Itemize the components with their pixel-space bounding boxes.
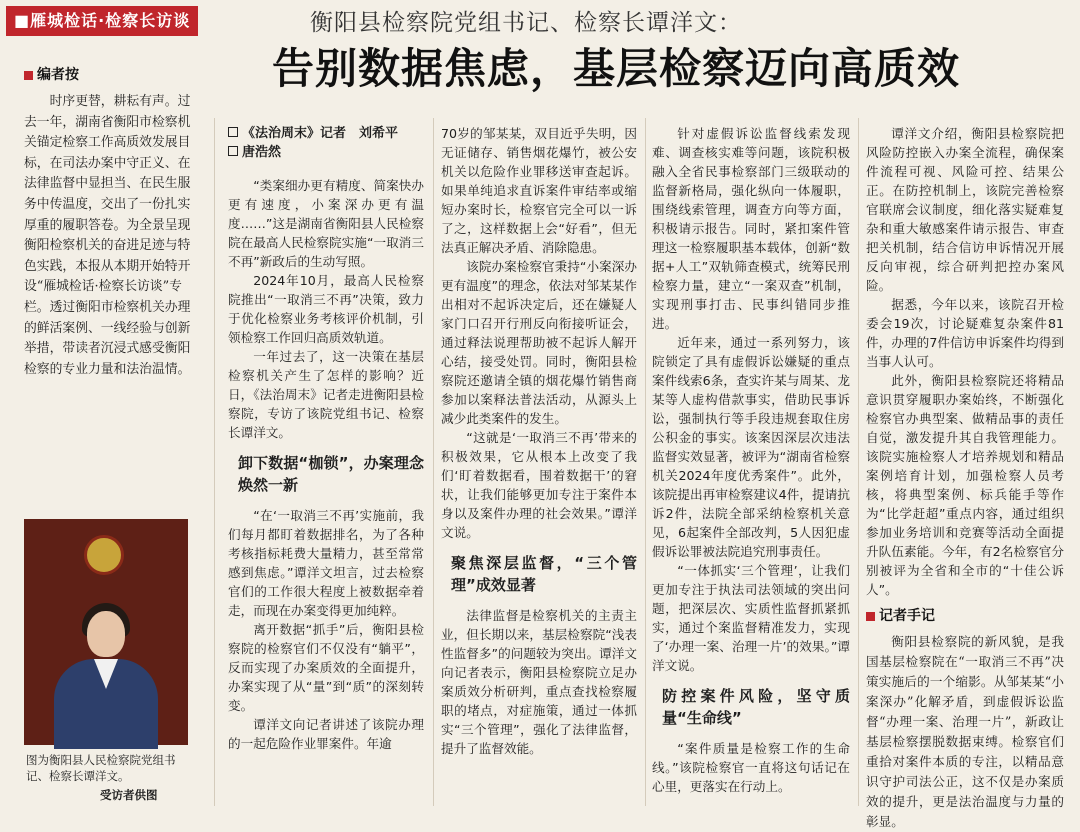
hollow-square-icon	[228, 146, 238, 156]
headline: 告别数据焦虑，基层检察迈向高质效	[272, 44, 961, 93]
paragraph: 针对虚假诉讼监督线索发现难、调查核实难等问题，该院积极融入全省民事检察部门三级联动的监督新格局，强化纵向一体履职，围绕线索管理，调查方向等方面，积极请示报告。同时，紧扣案件管理这一检察履职基本载体，创新“数据+人工”双轨筛查模式，统筹民刑检察力量，建立“一案双查”机制，实现刑事打击、民事纠错同步推进。	[652, 126, 850, 331]
column-divider	[214, 118, 215, 806]
red-square-icon	[866, 612, 875, 621]
court-emblem-icon	[84, 535, 124, 575]
editor-note-header	[24, 66, 192, 85]
hollow-square-icon	[228, 127, 238, 137]
paragraph: 一年过去了，这一决策在基层检察机关产生了怎样的影响？近日，《法治周末》记者走进衡阳县检察院，专访了该院党组书记、检察长谭洋文。	[228, 349, 424, 440]
paragraph: 离开数据“抓手”后，衡阳县检察院的检察官们不仅没有“躺平”，反而实现了办案质效的全面提升，办案实现了从“量”到“质”的深刻转变。	[228, 622, 424, 713]
headline-kicker: 衡阳县检察院党组书记、检察长谭洋文：	[310, 10, 742, 36]
article-column-2	[441, 124, 637, 806]
paragraph: 近年来，通过一系列努力，该院锁定了具有虚假诉讼嫌疑的重点案件线索6条，查实许某与周某、龙某等人虚构借款事实，借助民事诉讼，强制执行等手段违规套取住房公积金的事实。该案因深层次违法监督实效显著，被评为“湖南省检察机关2024年度优秀案件”。此外，该院提出再审检察建议4件，提请抗诉2件，法院全部采纳检察机关意见，6起案件全部改判，5人因犯虚假诉讼罪被法院追究刑事责任。	[652, 335, 850, 559]
paragraph: “一体抓实‘三个管理’，让我们更加专注于执法司法领域的突出问题，把深层次、实质性监督抓紧抓实，通过个案监督精准发力，实现了‘办理一案、治理一片’的效果。”谭洋文说。	[652, 563, 850, 673]
paragraph: “案件质量是检察工作的生命线。”该院检察官一直将这句话记在心里，更落实在行动上。	[652, 741, 850, 794]
article-column-3	[652, 124, 850, 806]
byline-reporter-2: 唐浩然	[242, 145, 282, 160]
paragraph: 谭洋文介绍，衡阳县检察院把风险防控嵌入办案全流程，确保案件流程可视、风险可控、结果公正。在防控机制上，该院完善检察官联席会议制度，细化落实疑难复杂和重大敏感案件请示报告、审查把关机制，结合信访申诉情况开展反向审视，综合研判把控办案风险。	[866, 126, 1064, 293]
editor-note-heading: 编者按	[37, 67, 79, 83]
photo-face	[87, 611, 125, 657]
byline	[228, 124, 424, 162]
column-divider	[858, 118, 859, 806]
portrait-photo	[24, 519, 188, 745]
paragraph: “这就是‘一取消三不再’带来的积极效果，它从根本上改变了我们‘盯着数据看，围着数据干’的窘状，让我们能够更加专注于案件本身以及案件办理的社会效果。”谭洋文说。	[441, 430, 637, 540]
paragraph: 谭洋文向记者讲述了该院办理的一起危险作业罪案件。年逾	[228, 717, 424, 751]
editor-note-text	[24, 92, 194, 477]
subheading: 聚焦深层监督，“三个管理”成效显著	[451, 554, 637, 594]
subheading: 卸下数据“枷锁”，办案理念焕然一新	[238, 454, 424, 494]
editor-note-paragraph: 时序更替，耕耘有声。过去一年，湖南省衡阳市检察机关锚定检察工作高质效发展目标，在司法办案中守正义、在法律监督中显担当、在民生服务中传温度，交出了一份扎实厚重的履职答卷。为全景呈现衡阳检察机关的奋进足迹与特色实践，本报从本期开始特开设“雁城检话·检察长访谈”专栏。透过衡阳市检察机关办理的鲜活案例、一线经验与创新举措，带读者沉浸式感受衡阳检察的专业力量和法治温情。	[24, 94, 191, 377]
paragraph: “在‘一取消三不再’实施前，我们每月都盯着数据排名，为了各种考核指标耗费大量精力，甚至常常感到焦虑。”谭洋文坦言，过去检察官们的工作很大程度上被数据牵着走，而现在办案变得更加纯粹。	[228, 508, 424, 618]
column-divider	[433, 118, 434, 806]
photo-credit: 受访者供图	[100, 788, 158, 802]
byline-reporter-1: 《法治周末》记者 刘希平	[242, 126, 399, 141]
column-divider	[645, 118, 646, 806]
paragraph: 2024年10月，最高人民检察院推出“一取消三不再”决策，致力于优化检察业务考核评价机制，引领检察工作回归高质效轨道。	[228, 273, 424, 345]
reporter-notes-header	[866, 607, 1064, 626]
photo-caption: 图为衡阳县人民检察院党组书记、检察长谭洋文。	[26, 753, 176, 783]
column-tag: ■雁城检话·检察长访谈	[6, 6, 198, 36]
paragraph: 据悉，今年以来，该院召开检委会19次，讨论疑难复杂案件81件，办理的7件信访申诉案件均得到当事人认可。	[866, 297, 1064, 369]
article-column-1	[228, 124, 424, 806]
paragraph: 此外，衡阳县检察院还将精品意识贯穿履职办案始终，不断强化检察官办典型案、做精品事的责任自觉，激发提升其自我管理能力。该院实施检察人才培养规划和精品案例培育计划，加强检察人员考核，将典型案例、标兵能手等作为“比学赶超”重点内容，通过组织参加业务培训和竞赛等活动全面提升队伍素能。今年，有2名检察官分别被评为全省和全市的“十佳公诉人”。	[866, 373, 1064, 597]
article-column-4	[866, 124, 1064, 829]
subheading: 防控案件风险，坚守质量“生命线”	[662, 687, 850, 727]
reporter-notes-text: 衡阳县检察院的新风貌，是我国基层检察院在“一取消三不再”决策实施后的一个缩影。从邹某某“小案深办”化解矛盾，到虚假诉讼监督“办理一案、治理一片”，新政让基层检察摆脱数据束缚。检察官们重拾对案件本质的专注，以精品意识守护司法公正，这不仅是办案质效的提升，更是法治温度与力量的彰显。	[866, 634, 1064, 829]
reporter-notes-heading: 记者手记	[879, 608, 935, 624]
red-square-icon	[24, 71, 33, 80]
paragraph: 该院办案检察官秉持“小案深办更有温度”的理念，依法对邹某某作出相对不起诉决定后，还在嫌疑人家门口召开行刑反向衔接听证会，通过释法说理帮助被不起诉人解开心结，接受处罚。同时，衡阳县检察院还邀请全镇的烟花爆竹销售商参加以案释法普法活动，从源头上减少此类案件的发生。	[441, 259, 637, 426]
paragraph: 法律监督是检察机关的主责主业，但长期以来，基层检察院“浅表性监督多”的问题较为突出。谭洋文向记者表示，衡阳县检察院立足办案质效分析研判，重点查找检察履职的堵点，对症施策，通过一体抓实“三个管理”，强化了法律监督，提升了监督效能。	[441, 608, 637, 756]
paragraph: 70岁的邹某某，双目近乎失明，因无证储存、销售烟花爆竹，被公安机关以危险作业罪移送审查起诉。如果单纯追求直诉案件审结率或缩短办案时长，检察官完全可以一诉了之，这样数据上会“好看”，但无法真正解决矛盾、消除隐患。	[441, 126, 637, 255]
paragraph: “类案细办更有精度、简案快办更有速度，小案深办更有温度……”这是湖南省衡阳县人民检察院在最高人民检察院实施“一取消三不再”新政后的生动写照。	[228, 178, 424, 269]
